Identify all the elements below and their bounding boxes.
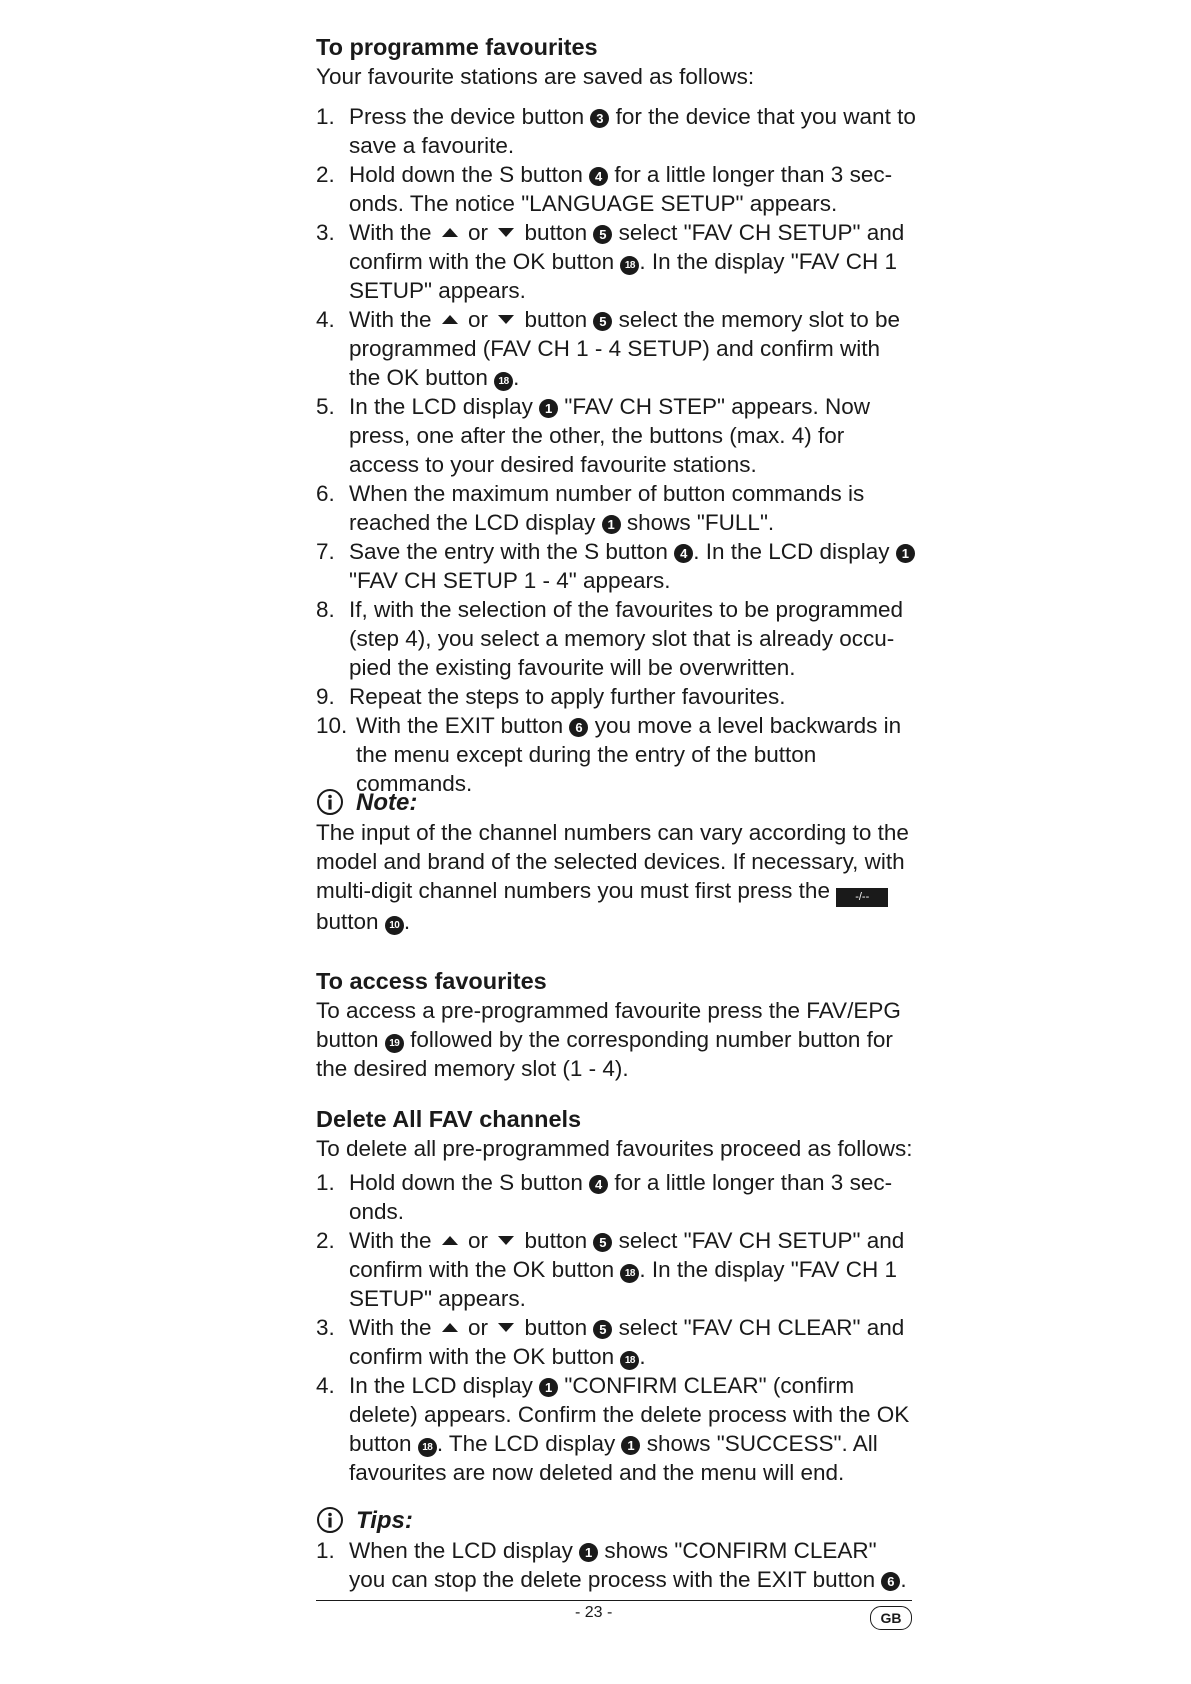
button-ref-1: 1	[896, 544, 915, 563]
list-item-number: 9.	[316, 684, 335, 709]
button-ref-18: 18	[494, 372, 513, 391]
channel-key-symbol: -/--	[836, 888, 888, 907]
list-item-text: select "FAV CH SETUP" and confirm with the OK button	[349, 1228, 905, 1282]
access-text	[316, 996, 916, 1083]
button-ref-4: 4	[674, 544, 693, 563]
button-ref-18: 18	[620, 1264, 639, 1283]
list-item-text: In the LCD display	[349, 394, 540, 419]
programme-steps-list	[316, 102, 916, 798]
list-item	[316, 1313, 916, 1371]
arrow-down-icon	[498, 1323, 514, 1332]
list-item-text: button	[518, 307, 594, 332]
list-item	[316, 537, 916, 595]
list-item-text: select the memory slot to be programmed (FAV CH 1 - 4 SETUP) and confirm with the OK button	[349, 307, 900, 390]
list-item	[316, 1226, 916, 1313]
list-item-number: 8.	[316, 597, 335, 622]
tips-block	[316, 1504, 916, 1594]
list-item-text: If, with the selection of the favourites to be programmed (step 4), you select a memory slot that is already occu-pied the existing favourite will be overwritten.	[349, 597, 904, 680]
list-item-number: 3.	[316, 1315, 335, 1340]
list-item-text: With the	[349, 1228, 438, 1253]
button-ref-18: 18	[620, 1351, 639, 1370]
button-ref-1: 1	[539, 399, 558, 418]
list-item	[316, 1371, 916, 1487]
note-text-before: The input of the channel numbers can vary according to the model and brand of the selected devices. If necessary, with multi-digit channel numbers you must first press the	[316, 820, 909, 903]
list-item-text: .	[639, 1344, 646, 1369]
note-block	[316, 786, 916, 936]
delete-steps-list	[316, 1168, 916, 1487]
list-item-text: button	[518, 1228, 594, 1253]
button-ref-6: 6	[881, 1572, 900, 1591]
list-item-number: 1.	[316, 104, 335, 129]
list-item-text: or	[461, 220, 495, 245]
list-item-text: or	[461, 1315, 495, 1340]
button-ref-10: 10	[385, 916, 404, 935]
info-icon	[316, 788, 344, 816]
arrow-down-icon	[498, 228, 514, 237]
list-item	[316, 595, 916, 682]
list-item-text: When the maximum number of button commands is reached the LCD display	[349, 481, 865, 535]
button-ref-18: 18	[620, 256, 639, 275]
list-item-text: select "FAV CH CLEAR" and confirm with the OK button	[349, 1315, 905, 1369]
list-item-text: shows "CONFIRM CLEAR" you can stop the delete process with the EXIT button	[349, 1538, 882, 1592]
button-ref-1: 1	[602, 515, 621, 534]
section-delete	[316, 1104, 916, 1487]
list-item-text: you move a level backwards in the menu except during the entry of the button commands.	[356, 713, 902, 796]
list-item-text: In the LCD display	[349, 1373, 540, 1398]
list-item-text: With the	[349, 220, 438, 245]
list-item	[316, 1536, 916, 1594]
list-item-text: or	[461, 307, 495, 332]
arrow-down-icon	[498, 1236, 514, 1245]
footer-rule	[316, 1600, 912, 1601]
button-ref-5: 5	[593, 225, 612, 244]
language-badge: GB	[870, 1606, 912, 1630]
section-programme	[316, 32, 916, 798]
list-item-number: 5.	[316, 394, 335, 419]
section-access	[316, 966, 916, 1083]
button-ref-4: 4	[589, 1175, 608, 1194]
list-item	[316, 392, 916, 479]
list-item-text: for the device that you want to save a favourite.	[349, 104, 916, 158]
tips-title: Tips:	[356, 1506, 413, 1534]
list-item-text: for a little longer than 3 sec-onds. The notice "LANGUAGE SETUP" appears.	[349, 162, 893, 216]
list-item	[316, 102, 916, 160]
access-text-before: To access a pre-programmed favourite press the FAV/EPG button	[316, 998, 901, 1052]
button-ref-5: 5	[593, 1320, 612, 1339]
button-ref-18: 18	[418, 1438, 437, 1457]
list-item-text: Save the entry with the S button	[349, 539, 675, 564]
page-number: - 23 -	[575, 1604, 613, 1621]
list-item-number: 7.	[316, 539, 335, 564]
list-item-text: or	[461, 1228, 495, 1253]
button-ref-1: 1	[539, 1378, 558, 1397]
list-item-number: 3.	[316, 220, 335, 245]
list-item-text: select "FAV CH SETUP" and confirm with the OK button	[349, 220, 905, 274]
arrow-up-icon	[442, 1323, 458, 1332]
heading-access-favourites: To access favourites	[316, 968, 547, 994]
list-item-text: . In the LCD display	[693, 539, 896, 564]
list-item	[316, 218, 916, 305]
list-item-text: .	[900, 1567, 907, 1592]
button-ref-19: 19	[385, 1034, 404, 1053]
access-text-after: followed by the corresponding number button for the desired memory slot (1 - 4).	[316, 1027, 893, 1081]
tips-heading	[316, 1504, 916, 1536]
note-text	[316, 818, 916, 936]
list-item-text: With the EXIT button	[356, 713, 570, 738]
list-item-number: 6.	[316, 481, 335, 506]
note-text-end: .	[403, 909, 411, 934]
list-item-text: . In the display "FAV CH 1 SETUP" appears.	[349, 249, 898, 303]
note-text-after: button	[316, 909, 385, 934]
note-heading	[316, 786, 916, 818]
list-item-text: Hold down the S button	[349, 1170, 590, 1195]
list-item-text: With the	[349, 1315, 438, 1340]
list-item-text: With the	[349, 307, 438, 332]
list-item-number: 4.	[316, 307, 335, 332]
list-item	[316, 682, 916, 711]
list-item-text: Repeat the steps to apply further favourites.	[349, 684, 786, 709]
list-item	[316, 305, 916, 392]
arrow-up-icon	[442, 315, 458, 324]
tips-list	[316, 1536, 916, 1594]
list-item-text: . The LCD display	[436, 1431, 622, 1456]
list-item	[316, 479, 916, 537]
list-item-number: 2.	[316, 162, 335, 187]
list-item-number: 4.	[316, 1373, 335, 1398]
list-item-text: "CONFIRM CLEAR" (confirm delete) appears. Confirm the delete process with the OK button	[349, 1373, 910, 1456]
list-item	[316, 1168, 916, 1226]
list-item-number: 10.	[316, 713, 348, 738]
list-item	[316, 711, 916, 798]
programme-intro: Your favourite stations are saved as follows:	[316, 64, 755, 89]
arrow-up-icon	[442, 228, 458, 237]
list-item-text: "FAV CH SETUP 1 - 4" appears.	[349, 568, 671, 593]
list-item-number: 1.	[316, 1538, 335, 1563]
list-item-text: for a little longer than 3 sec-onds.	[349, 1170, 893, 1224]
list-item-text: . In the display "FAV CH 1 SETUP" appears.	[349, 1257, 898, 1311]
button-ref-5: 5	[593, 312, 612, 331]
list-item-number: 1.	[316, 1170, 335, 1195]
list-item-text: button	[518, 1315, 594, 1340]
button-ref-6: 6	[569, 718, 588, 737]
note-title: Note:	[356, 788, 418, 816]
button-ref-3: 3	[590, 109, 609, 128]
list-item-text: Hold down the S button	[349, 162, 590, 187]
list-item-text: .	[513, 365, 520, 390]
arrow-down-icon	[498, 315, 514, 324]
list-item-text: shows "FULL".	[620, 510, 775, 535]
list-item-text: button	[518, 220, 594, 245]
delete-intro: To delete all pre-programmed favourites proceed as follows:	[316, 1136, 913, 1161]
button-ref-1: 1	[621, 1436, 640, 1455]
heading-programme-favourites: To programme favourites	[316, 34, 598, 60]
list-item-number: 2.	[316, 1228, 335, 1253]
arrow-up-icon	[442, 1236, 458, 1245]
button-ref-1: 1	[579, 1543, 598, 1562]
list-item	[316, 160, 916, 218]
info-icon	[316, 1506, 344, 1534]
list-item-text: "FAV CH STEP" appears. Now press, one after the other, the buttons (max. 4) for access to your desired favourite stations.	[349, 394, 871, 477]
list-item-text: When the LCD display	[349, 1538, 580, 1563]
heading-delete-all-fav: Delete All FAV channels	[316, 1106, 582, 1132]
list-item-text: shows "SUCCESS". All favourites are now deleted and the menu will end.	[349, 1431, 878, 1485]
button-ref-4: 4	[589, 167, 608, 186]
button-ref-5: 5	[593, 1233, 612, 1252]
list-item-text: Press the device button	[349, 104, 591, 129]
